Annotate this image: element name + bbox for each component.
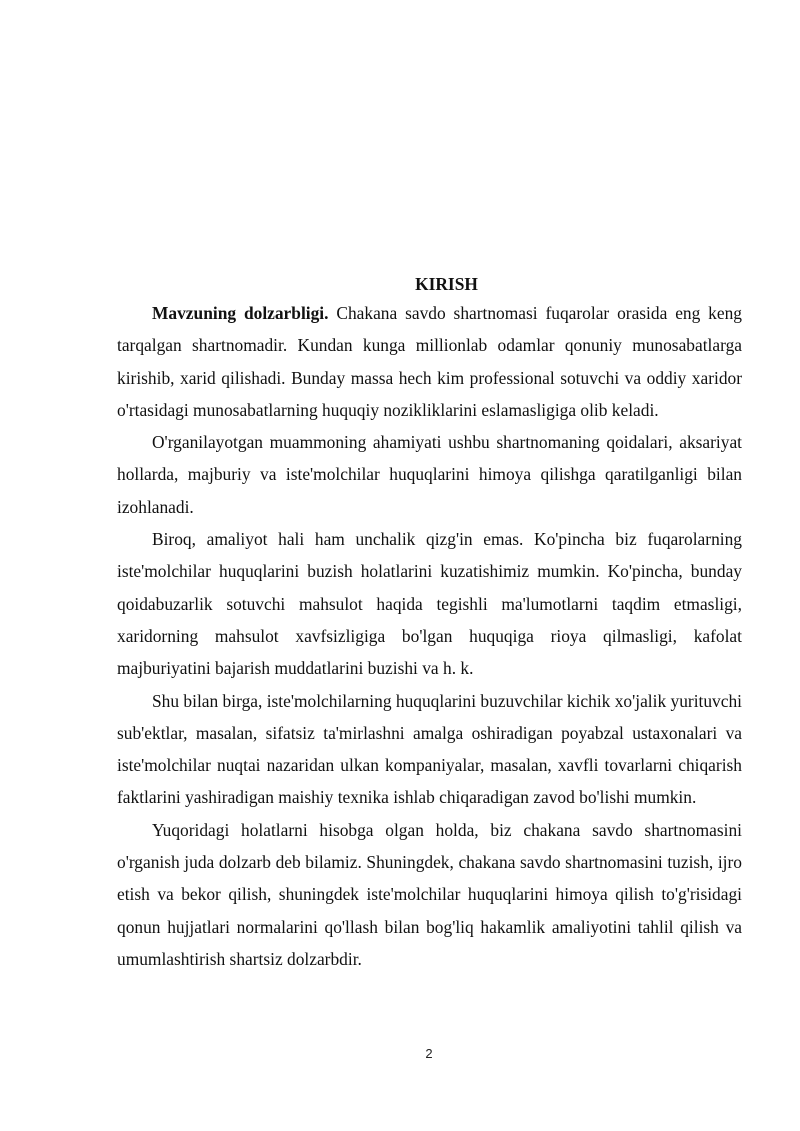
paragraph-violators: Shu bilan birga, iste'molchilarning huquqlarini buzuvchilar kichik xo'jalik yurituvchi sub'ektlar, masalan, sifatsiz ta'mirlashni amalga oshiradigan poyabzal ustaxonalari va iste'molchilar nuqtai nazaridan ulkan kompaniyalar, masalan, xavfli tovarlarni chiqarish faktlarini yashiradigan maishiy texnika ishlab chiqaradigan zavod bo'lishi mumkin.: [117, 690, 742, 808]
paragraph-importance: O'rganilayotgan muammoning ahamiyati ushbu shartnomaning qoidalari, aksariyat hollarda, majburiy va iste'molchilar huquqlarini himoya qilishga qaratilganligi bilan izohlanadi.: [117, 432, 742, 517]
paragraph-relevance: [117, 297, 742, 426]
page-number: 2: [425, 1046, 433, 1061]
paragraph-practice: Biroq, amaliyot hali ham unchalik qizg'in emas. Ko'pincha biz fuqarolarning iste'molchilar huquqlarini buzish holatlarini kuzatishimiz mumkin. Ko'pincha, bunday qoidabuzarlik sotuvchi mahsulot haqida tegishli ma'lumotlarni taqdim etmasligi, xaridorning mahsulot xavfsizligiga bo'lgan huquqiga rioya qilmasligi, kafolat majburiyatini bajarish muddatlarini buzishi va h. k.: [117, 529, 742, 679]
page-body: [117, 270, 742, 975]
paragraph-text: Chakana savdo shartnomasi fuqarolar orasida eng keng tarqalgan shartnomadir. Kundan kunga millionlab odamlar qonuniy munosabatlarga kirishib, xarid qilishadi. Bunday massa hech kim professional sotuvchi va oddiy xaridor o'rtasidagi munosabatlarning huquqiy nozikliklarini eslamasligiga olib keladi.: [117, 303, 742, 420]
paragraph-lead: Mavzuning dolzarbligi.: [152, 303, 329, 323]
section-heading: KIRISH: [415, 274, 478, 294]
paragraph-conclusion: Yuqoridagi holatlarni hisobga olgan holda, biz chakana savdo shartnomasini o'rganish juda dolzarb deb bilamiz. Shuningdek, chakana savdo shartnomasini tuzish, ijro etish va bekor qilish, shuningdek iste'molchilar huquqlarini himoya qilish to'g'risidagi qonun hujjatlari normalarini qo'llash bilan bog'liq hakamlik amaliyotini tahlil qilish va umumlashtirish shartsiz dolzarbdir.: [117, 819, 742, 969]
